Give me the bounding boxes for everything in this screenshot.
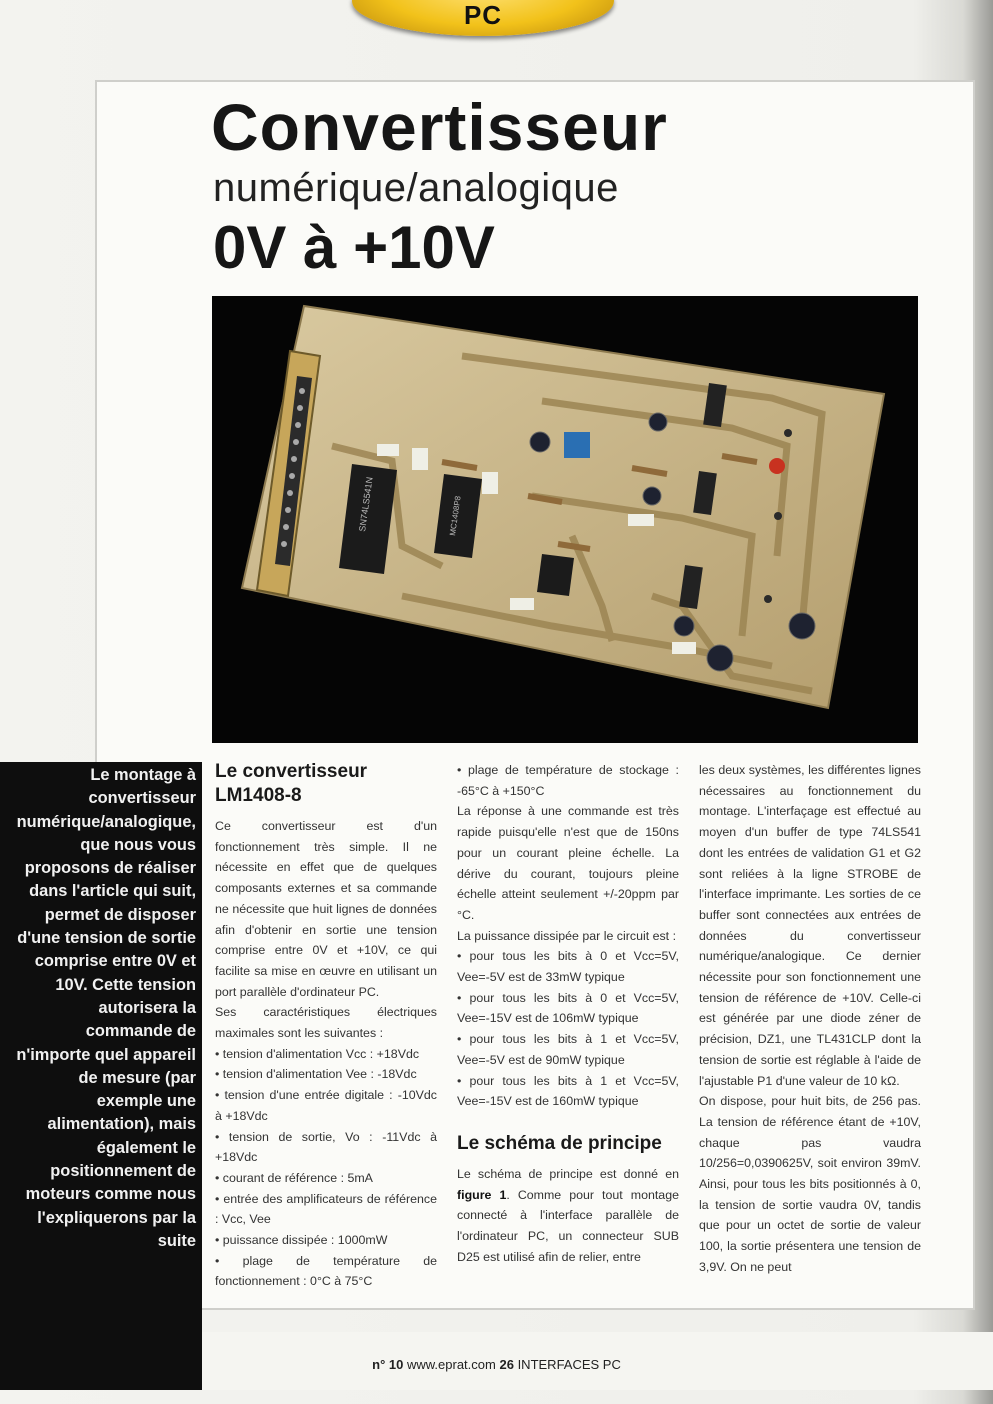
col1-paragraph-2: Ses caractéristiques électriques maximales sont les suivantes : <box>215 1005 437 1041</box>
spec-item: • tension d'alimentation Vee : -18Vdc <box>215 1067 417 1082</box>
col1-paragraph-1: Ce convertisseur est d'un fonctionnement très simple. Il ne nécessite en effet que de quelques composants externes et sa commande ne nécessite que huit lignes de données afin d'obtenir en sortie une tension comprise entre 0V et +10V, ce qui facilite sa mise en œuvre en utilisant un port parallèle d'ordinateur PC. <box>215 819 437 999</box>
article-title-range: 0V à +10V <box>213 214 495 281</box>
spec-item: • entrée des amplificateurs de référence : Vcc, Vee <box>215 1191 437 1227</box>
col2-paragraph-1: La réponse à une commande est très rapide puisqu'elle n'est que de 150ns pour un courant pleine échelle. La dérive du courant, toujours pleine échelle atteint seulement +/-20ppm par °C. <box>457 804 679 922</box>
circuit-board-photo <box>212 296 918 743</box>
spec-item: • tension de sortie, Vo : -11Vdc à +18Vdc <box>215 1129 437 1165</box>
ic-tl082 <box>537 554 574 596</box>
issue-number: n° 10 <box>372 1357 404 1372</box>
article-subtitle: numérique/analogique <box>213 166 619 210</box>
col2-paragraph-3 <box>457 1164 679 1268</box>
trimmer-potentiometer <box>564 432 590 458</box>
ic1-label: SN74LS541N <box>357 476 375 533</box>
col2-paragraph-3-end: . Comme pour tout montage connecté à l'interface parallèle de l'ordinateur PC, un connecteur SUB D25 est utilisé afin de relier, entre <box>457 1187 679 1264</box>
intro-text: Le montage à convertisseur numérique/analogique, que nous vous proposons de réaliser dans l'article qui suit, permet de disposer d'une tension de sortie comprise entre 0V et 10V. Cette tension autorisera la commande de n'importe quel appareil de mesure (par exemple une alimentation), mais également le positionnement de moteurs comme nous l'expliquerons par la suite <box>16 766 196 1250</box>
spec-item: • plage de température de stockage : -65°C à +150°C <box>457 763 679 798</box>
circuit-board-illustration <box>212 296 918 743</box>
col3-paragraph-2: On dispose, pour huit bits, de 256 pas. La tension de référence étant de +10V, chaque pas vaudra 10/256=0,0390625V, soit environ 39mV. Ainsi, pour tous les bits positionnés à 0, la tension de sortie vaudra 0V, tandis que pour un octet de sortie de valeur 100, la sortie présentera une tension de 3,9V. On ne peut <box>699 1094 921 1274</box>
spec-item: • plage de température de fonctionnement : 0°C à 75°C <box>215 1253 437 1289</box>
col2-paragraph-3-start: Le schéma de principe est donné en <box>457 1166 679 1181</box>
col2-paragraph-2: La puissance dissipée par le circuit est : <box>457 928 677 943</box>
website: www.eprat.com <box>406 1357 496 1372</box>
column-2 <box>457 760 679 1267</box>
heading-schematic: Le schéma de principe <box>457 1132 662 1154</box>
column-3 <box>699 760 921 1278</box>
led <box>769 458 785 474</box>
power-item: • pour tous les bits à 1 et Vcc=5V, Vee=-5V est de 90mW typique <box>457 1032 679 1067</box>
spec-item: • tension d'une entrée digitale : -10Vdc à +18Vdc <box>215 1088 437 1123</box>
power-item: • pour tous les bits à 0 et Vcc=5V, Vee=-15V est de 106mW typique <box>457 990 679 1026</box>
page-number: 26 <box>499 1357 514 1372</box>
magazine-name: INTERFACES PC <box>517 1357 621 1372</box>
ic2-label: MC1408P8 <box>448 495 463 537</box>
spec-item: • courant de référence : 5mA <box>215 1170 373 1185</box>
power-item: • pour tous les bits à 0 et Vcc=5V, Vee=-5V est de 33mW typique <box>457 949 679 985</box>
col3-paragraph-1: les deux systèmes, les différentes lignes nécessaires au fonctionnement du montage. L'interfaçage est effectué au moyen d'un buffer de type 74LS541 dont les entrées de validation G1 et G2 sont reliées à la ligne STROBE de l'interface imprimante. Les sorties de ce buffer sont connectées aux entrées de données du convertisseur numérique/analogique. Ce dernier nécessite pour son fonctionnement une tension de référence de +10V. Celle-ci est générée par une diode zéner de précision, DZ1, une TL431CLP dont la tension de sortie est réglable à l'aide de l'ajustable P1 d'une valeur de 10 kΩ. <box>699 763 921 1088</box>
page-footer <box>0 1357 993 1372</box>
spec-item: • puissance dissipée : 1000mW <box>215 1233 388 1248</box>
section-badge-label: PC <box>463 0 503 30</box>
figure-reference: figure 1 <box>457 1187 507 1202</box>
article-title: Convertisseur <box>211 90 668 164</box>
column-1 <box>215 760 437 1292</box>
spec-item: • tension d'alimentation Vcc : +18Vdc <box>215 1046 420 1061</box>
power-item: • pour tous les bits à 1 et Vcc=5V, Vee=-15V est de 160mW typique <box>457 1073 679 1109</box>
heading-converter: Le convertisseur LM1408-8 <box>215 761 368 806</box>
